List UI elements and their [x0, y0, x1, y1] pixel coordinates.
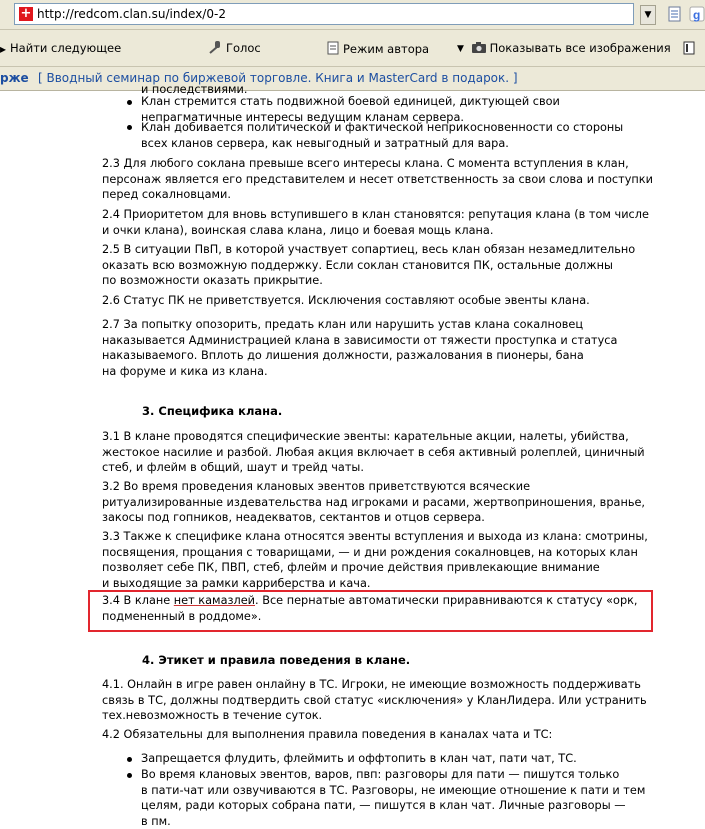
page-tools-icon [683, 41, 695, 58]
list-item-line: в пати-чат или озвучиваются в ТС. Разговоры, не имеющие отношение к пати и тем [141, 783, 645, 799]
paragraph-line: 2.6 Статус ПК не приветствуется. Исключения составляют особые эвенты клана. [102, 293, 590, 309]
paragraph-line: 2.3 Для любого соклана превыше всего интересы клана. С момента вступления в клан, [102, 156, 653, 172]
svg-text:g: g [693, 8, 700, 22]
paragraph-line: жестокое насилие и разбой. Любая акция включает в себя активный ролеплей, циничный [102, 445, 645, 461]
voice-label: Голос [226, 41, 261, 55]
paragraph-3-1 [102, 429, 645, 476]
url-field[interactable] [14, 3, 634, 25]
page-content [0, 91, 705, 820]
author-mode-button[interactable] [327, 41, 429, 58]
section-4-heading: 4. Этикет и правила поведения в клане. [142, 653, 410, 667]
text-span: 3.4 В клане [102, 594, 174, 607]
paragraph-line: 3.2 Во время проведения клановых эвентов приветствуются всяческие [102, 479, 645, 495]
paragraph-3-4 [102, 593, 638, 624]
dropdown-arrow-icon: ▼ [457, 44, 464, 54]
page-icon[interactable] [668, 6, 682, 22]
bullet-icon [127, 773, 132, 778]
list-item-line: непрагматичные интересы ведущим кланам сервера. [141, 110, 560, 126]
paragraph-line: наказывается Администрацией клана в зависимости от тяжести проступка и статуса [102, 333, 617, 349]
paragraph-line: по возможности оказать прикрытие. [102, 273, 635, 289]
url-dropdown-button[interactable]: ▼ [640, 5, 656, 25]
list-item-line: Клан стремится стать подвижной боевой единицей, диктующей свои [141, 94, 560, 110]
list-item [141, 751, 577, 767]
command-toolbar [0, 30, 705, 67]
paragraph-line: ритуализированные издевательства над игроками и расами, жертвоприношения, вранье, [102, 495, 645, 511]
paragraph-line: посвящения, прощания с товарищами, — и дни рождения сокалновцев, на которых клан [102, 545, 648, 561]
show-images-label: Показывать все изображения [490, 41, 671, 55]
list-item-line: всех кланов сервера, как невыгодный и затратный для вара. [141, 136, 623, 152]
paragraph-3-3 [102, 529, 648, 591]
paragraph-line: закосы под гопников, неадекватов, сектантов и отцов сервера. [102, 510, 645, 526]
paragraph-line: наказываемого. Вплоть до лишения должности, разжалования в пионеры, бана [102, 348, 617, 364]
camera-icon [472, 42, 486, 56]
paragraph-line: на форуме и кика из клана. [102, 364, 617, 380]
voice-button[interactable] [208, 41, 261, 56]
paragraph-line: 3.1 В клане проводятся специфические эвенты: карательные акции, налеты, убийства, [102, 429, 645, 445]
paragraph-line: персонаж является его представителем и несет ответственность за свои слова и поступки [102, 172, 653, 188]
url-text: http://redcom.clan.su/index/0-2 [37, 7, 226, 21]
address-bar-row [0, 0, 705, 30]
list-item-line: Запрещается флудить, флеймить и оффтопить в клан чат, пати чат, ТС. [141, 751, 577, 767]
paragraph-2-5 [102, 242, 635, 289]
paragraph-line: тех.невозможность в течение суток. [102, 708, 647, 724]
paragraph-line: 2.5 В ситуации ПвП, в которой участвует сопартиец, весь клан обязан незамедлительно [102, 242, 635, 258]
paragraph-line [102, 593, 638, 609]
bullet-icon [127, 757, 132, 762]
paragraph-line: перед сокалновцами. [102, 187, 653, 203]
paragraph-line: 4.2 Обязательны для выполнения правила поведения в каналах чата и ТС: [102, 727, 552, 743]
paragraph-line: 2.4 Приоритетом для вновь вступившего в клан становятся: репутация клана (в том числе [102, 207, 649, 223]
list-item-line: целям, ради которых собрана пати, — пишутся в клан чат. Личные разговоры — [141, 798, 645, 814]
underlined-text: нет камазлей [174, 594, 255, 607]
bullet-icon [127, 100, 132, 105]
paragraph-2-3 [102, 156, 653, 203]
paragraph-line: и очки клана), воинская слава клана, лицо и боевая мощь клана. [102, 223, 649, 239]
find-next-button[interactable] [0, 41, 121, 56]
paragraph-4-1 [102, 677, 647, 724]
section-3-heading: 3. Специфика клана. [142, 404, 282, 418]
document-icon [327, 41, 339, 58]
paragraph-2-4 [102, 207, 649, 238]
paragraph-2-7 [102, 317, 617, 379]
links-bar [0, 67, 705, 91]
show-images-button[interactable] [457, 41, 671, 56]
list-item [141, 767, 645, 829]
paragraph-line: оказать всю возможную поддержку. Если соклан становится ПК, остальные должны [102, 258, 635, 274]
list-item-line: в пм. [141, 814, 645, 829]
list-item [141, 120, 623, 151]
paragraph-line: связь в ТС, должны подтвердить свой статус «исключения» у КланЛидера. Или устранить [102, 693, 647, 709]
paragraph-line: 2.7 За попытку опозорить, предать клан или нарушить устав клана сокалновец [102, 317, 617, 333]
paragraph-line: 4.1. Онлайн в игре равен онлайну в ТС. Игроки, не имеющие возможность поддерживать [102, 677, 647, 693]
ad-link[interactable]: [ Вводный семинар по биржевой торговле. Книга и MasterCard в подарок. ] [38, 71, 518, 85]
paragraph-line: и выходящие за рамки карриберства и кача. [102, 576, 648, 592]
arrow-right-icon: ▸ [0, 42, 6, 56]
paragraph-3-2 [102, 479, 645, 526]
paragraph-4-2 [102, 727, 552, 743]
author-mode-label: Режим автора [343, 42, 429, 56]
microphone-icon [208, 41, 222, 56]
paragraph-2-6 [102, 293, 590, 309]
paragraph-line: стеб, и флейм в общий, шаут и трейд чаты. [102, 460, 645, 476]
text-span: . Все пернатые автоматически приравниваются к статусу «орк, [255, 594, 638, 607]
links-bar-cut-text[interactable]: рже [0, 71, 29, 85]
bullet-icon [127, 125, 132, 130]
paragraph-line: 3.3 Также к специфике клана относятся эвенты вступления и выхода из клана: смотрины, [102, 529, 648, 545]
toolbar-overflow-button[interactable] [683, 41, 699, 58]
cut-off-line: и последствиями. [141, 82, 247, 98]
site-favicon-icon: + [19, 7, 33, 21]
find-next-label: Найти следующее [10, 41, 121, 55]
list-item-line: Клан добивается политической и фактической неприкосновенности со стороны [141, 120, 623, 136]
paragraph-line: подмененный в роддоме». [102, 609, 638, 625]
google-icon[interactable] [690, 6, 704, 22]
list-item-line: Во время клановых эвентов, варов, пвп: разговоры для пати — пишутся только [141, 767, 645, 783]
paragraph-line: позволяет себе ПК, ПВП, стеб, флейм и прочие действия привлекающие внимание [102, 560, 648, 576]
